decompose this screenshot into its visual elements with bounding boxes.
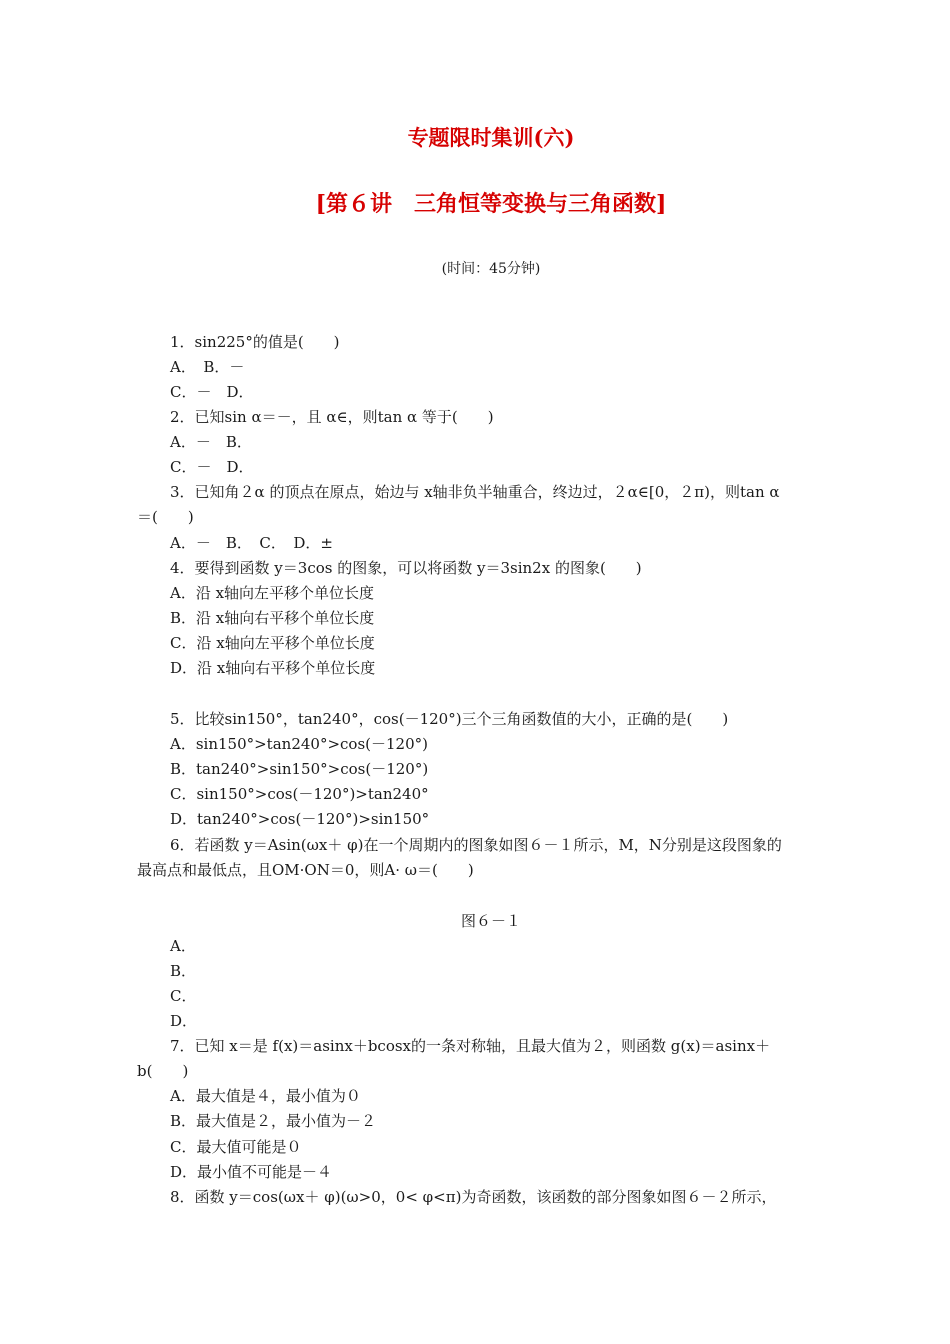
option-line: D．沿 x轴向右平移个单位长度: [170, 659, 376, 677]
section-subtitle: [第６讲 三角恒等变换与三角函数]: [315, 191, 667, 217]
time-limit-note: (时间：45分钟): [441, 261, 541, 277]
question-6-continued: 最高点和最低点，且OM·ON＝0，则A· ω＝( ): [137, 861, 474, 879]
question-5: 5．比较sin150°，tan240°，cos(－120°)三个三角函数值的大小，正确的是( ): [170, 710, 729, 728]
option-line: C．－ D．: [170, 383, 254, 401]
question-2: 2．已知sin α＝－，且 α∈，则tan α 等于( ): [170, 408, 494, 426]
option-line: D．tan240°>cos(－120°)>sin150°: [170, 810, 430, 828]
question-7: 7．已知 x＝是 f(x)＝asinx＋bcosx的一条对称轴，且最大值为２，则函数 g(x)＝asinx＋: [170, 1037, 771, 1055]
option-line: C．: [170, 987, 197, 1005]
option-line: B．沿 x轴向右平移个单位长度: [170, 609, 375, 627]
page-title: 专题限时集训(六): [407, 125, 575, 150]
option-line: C．sin150°>cos(－120°)>tan240°: [170, 785, 429, 803]
question-7-continued: b( ): [137, 1062, 189, 1080]
question-1: 1．sin225°的值是( ): [170, 333, 340, 351]
option-line: B．最大值是２，最小值为－２: [170, 1112, 377, 1130]
option-line: A．－ B．: [170, 433, 252, 451]
question-3: 3．已知角２α 的顶点在原点，始边与 x轴非负半轴重合，终边过，２α∈[0，２π)，则tan α: [170, 483, 780, 501]
option-line: A． B．－: [170, 358, 245, 376]
option-line: A．: [170, 937, 196, 955]
option-line: A．沿 x轴向左平移个单位长度: [170, 584, 375, 602]
option-line: C．沿 x轴向左平移个单位长度: [170, 634, 375, 652]
figure-caption: 图６－１: [460, 912, 521, 930]
option-line: A．－ B． C． D．±: [170, 534, 333, 552]
option-line: D．: [170, 1012, 198, 1030]
option-line: A．sin150°>tan240°>cos(－120°): [170, 735, 428, 753]
option-line: D．最小值不可能是－４: [170, 1163, 333, 1181]
question-4: 4．要得到函数 y＝3cos 的图象，可以将函数 y＝3sin2x 的图象( ): [170, 559, 642, 577]
option-line: C．－ D．: [170, 458, 254, 476]
option-line: C．最大值可能是０: [170, 1138, 302, 1156]
option-line: B．: [170, 962, 197, 980]
question-3-continued: ＝( ): [137, 508, 194, 526]
option-line: A．最大值是４，最小值为０: [170, 1087, 361, 1105]
option-line: B．tan240°>sin150°>cos(－120°): [170, 760, 429, 778]
question-8: 8．函数 y＝cos(ωx＋ φ)(ω>0，0< φ<π)为奇函数，该函数的部分图象如图６－２所示，: [170, 1188, 777, 1206]
question-6: 6．若函数 y＝Asin(ωx＋ φ)在一个周期内的图象如图６－１所示，M，N分别是这段图象的: [170, 836, 782, 854]
